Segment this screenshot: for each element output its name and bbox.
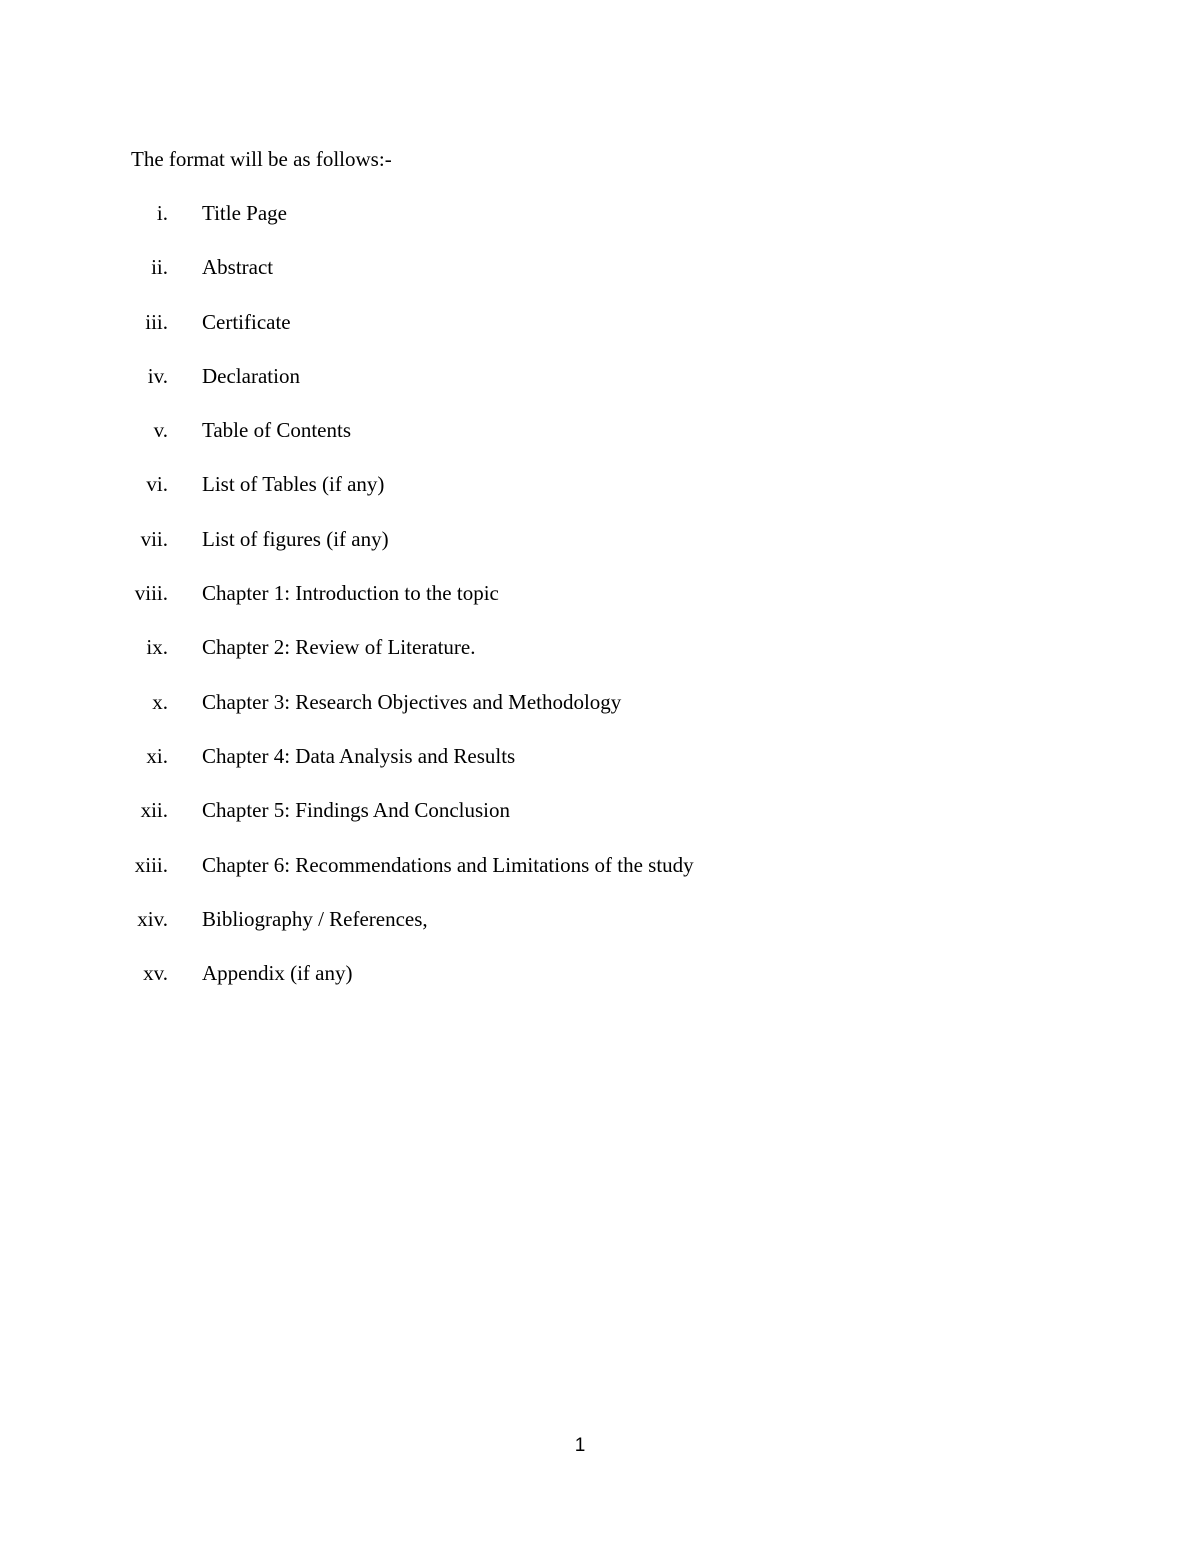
format-list xyxy=(0,200,1200,1014)
list-item xyxy=(0,580,1200,634)
list-item xyxy=(0,363,1200,417)
list-numeral: xii. xyxy=(140,798,168,823)
list-numeral: viii. xyxy=(134,581,168,606)
list-item-text: Appendix (if any) xyxy=(202,961,353,986)
list-item xyxy=(0,852,1200,906)
list-numeral: ix. xyxy=(146,635,168,660)
list-item-text: Chapter 2: Review of Literature. xyxy=(202,635,476,660)
list-numeral: xiii. xyxy=(134,852,168,877)
page-number: 1 xyxy=(574,1435,586,1456)
list-item-text: Table of Contents xyxy=(202,418,351,443)
list-item xyxy=(0,634,1200,688)
list-item-text: Chapter 4: Data Analysis and Results xyxy=(202,743,516,768)
list-item xyxy=(0,743,1200,797)
list-item xyxy=(0,417,1200,471)
list-numeral: vi. xyxy=(146,472,168,497)
list-item xyxy=(0,526,1200,580)
list-item xyxy=(0,689,1200,743)
list-item xyxy=(0,309,1200,363)
list-item-text: List of Tables (if any) xyxy=(202,472,385,497)
list-numeral: vii. xyxy=(140,526,168,551)
list-item xyxy=(0,797,1200,851)
list-item xyxy=(0,200,1200,254)
list-item-text: Certificate xyxy=(202,309,291,334)
list-item xyxy=(0,254,1200,308)
list-numeral: xiv. xyxy=(137,906,168,931)
list-item-text: Title Page xyxy=(202,201,287,225)
list-item-text: Chapter 3: Research Objectives and Methodology xyxy=(202,689,622,714)
list-numeral: v. xyxy=(153,418,168,443)
list-item xyxy=(0,960,1200,1014)
list-item-text: List of figures (if any) xyxy=(202,526,389,551)
list-item xyxy=(0,471,1200,525)
list-numeral: xi. xyxy=(146,743,168,768)
list-numeral: iii. xyxy=(145,309,168,334)
list-item xyxy=(0,906,1200,960)
list-numeral: i. xyxy=(156,201,168,225)
list-numeral: ii. xyxy=(151,255,168,280)
intro-text: The format will be as follows:- xyxy=(131,147,392,171)
list-item-text: Chapter 6: Recommendations and Limitations of the study xyxy=(202,852,694,877)
list-item-text: Bibliography / References, xyxy=(202,906,428,931)
list-item-text: Abstract xyxy=(202,255,274,280)
list-item-text: Chapter 5: Findings And Conclusion xyxy=(202,798,511,823)
list-numeral: xv. xyxy=(143,961,168,986)
list-numeral: iv. xyxy=(147,363,168,388)
list-item-text: Chapter 1: Introduction to the topic xyxy=(202,581,499,606)
list-item-text: Declaration xyxy=(202,363,300,388)
list-numeral: x. xyxy=(152,689,168,714)
